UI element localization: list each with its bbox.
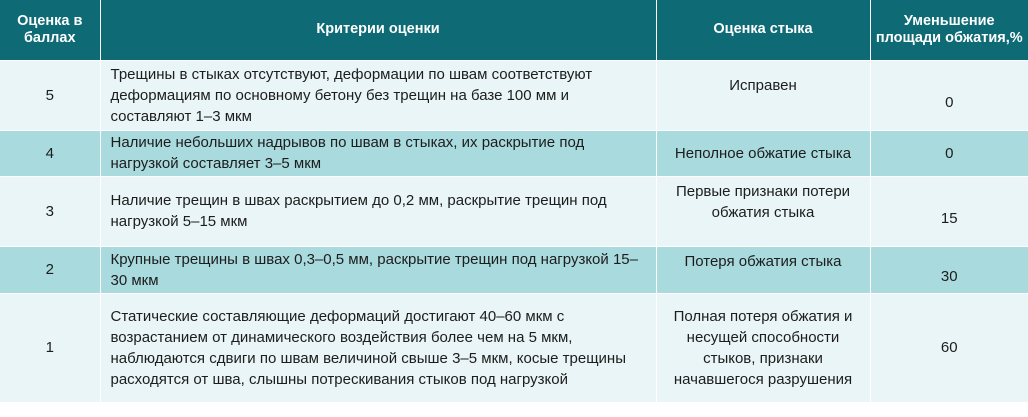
header-assessment: Оценка стыка bbox=[656, 0, 870, 60]
criteria-cell: Наличие трещин в швах раскрытием до 0,2 мм, раскрытие трещин под нагрузкой 5–15 мкм bbox=[100, 176, 656, 246]
assessment-cell: Полная потеря обжатия и несущей способности стыков, признаки начавшегося разрушения bbox=[656, 293, 870, 402]
assessment-cell: Потеря обжатия стыка bbox=[656, 246, 870, 293]
criteria-cell: Наличие небольших надрывов по швам в стыках, их раскрытие под нагрузкой составляет 3–5 мкм bbox=[100, 130, 656, 176]
assessment-cell: Исправен bbox=[656, 60, 870, 130]
table-row bbox=[0, 246, 1028, 293]
criteria-cell: Крупные трещины в швах 0,3–0,5 мм, раскрытие трещин под нагрузкой 15–30 мкм bbox=[100, 246, 656, 293]
table-row bbox=[0, 130, 1028, 176]
header-reduction: Уменьшение площади обжатия,% bbox=[870, 0, 1028, 60]
table-row bbox=[0, 60, 1028, 130]
score-cell: 2 bbox=[0, 246, 100, 293]
reduction-cell: 30 bbox=[870, 246, 1028, 293]
criteria-cell: Статические составляющие деформаций достигают 40–60 мкм с возрастанием от динамического воздействия более чем на 5 мкм, наблюдаются сдвиги по швам величиной свыше 3–5 мкм, косые трещины расходятся от шва, слышны потрескивания стыков под нагрузкой bbox=[100, 293, 656, 402]
criteria-cell: Трещины в стыках отсутствуют, деформации по швам соответствуют деформациям по основному бетону без трещин на базе 100 мм и составляют 1–3 мкм bbox=[100, 60, 656, 130]
reduction-cell: 15 bbox=[870, 176, 1028, 246]
table-row bbox=[0, 176, 1028, 246]
assessment-cell: Неполное обжатие стыка bbox=[656, 130, 870, 176]
score-cell: 5 bbox=[0, 60, 100, 130]
table-row bbox=[0, 293, 1028, 402]
score-cell: 4 bbox=[0, 130, 100, 176]
header-row bbox=[0, 0, 1028, 60]
reduction-cell: 0 bbox=[870, 130, 1028, 176]
assessment-cell: Первые признаки потери обжатия стыка bbox=[656, 176, 870, 246]
reduction-cell: 60 bbox=[870, 293, 1028, 402]
score-cell: 3 bbox=[0, 176, 100, 246]
score-cell: 1 bbox=[0, 293, 100, 402]
header-score: Оценка в баллах bbox=[0, 0, 100, 60]
reduction-cell: 0 bbox=[870, 60, 1028, 130]
header-criteria: Критерии оценки bbox=[100, 0, 656, 60]
